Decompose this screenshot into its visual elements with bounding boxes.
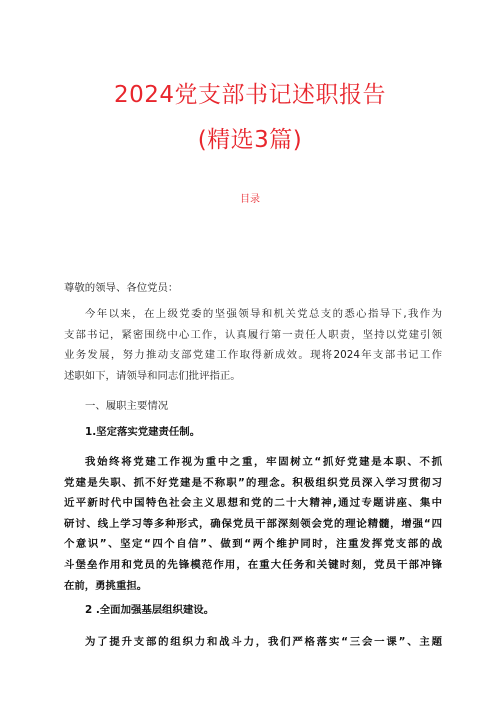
subheading-2 <box>64 600 442 621</box>
paragraph-line: 近平新时代中国特色社会主义思想和党的二十大精神,通过专题讲座、集中 <box>64 497 442 510</box>
subheading-1 <box>64 422 442 443</box>
paragraph-line: 党建是失职、抓不好党建是不称职”的理念。积极组织党员深入学习贯彻习 <box>64 476 442 489</box>
intro-line: 今年以来，在上级党委的坚强领导和机关党总支的悉心指导下,我作为 <box>85 308 442 320</box>
intro-line: 支部书记，紧密围绕中心工作，认真履行第一责任人职责，坚持以党建引领 <box>64 328 442 341</box>
paragraph-line: 研讨、线上学习等多种形式，确保党员干部深刻领会党的理论精髓，增强“四 <box>64 517 442 530</box>
greeting-line: 尊敬的领导、各位党员： <box>64 282 179 294</box>
section-heading <box>64 396 442 417</box>
paragraph-line: 为了提升支部的组织力和战斗力，我们严格落实“三会一课”、主题 <box>85 636 442 648</box>
paragraph-line: 个意识”、坚定“四个自信”、做到“两个维护同时，注重发挥党支部的战 <box>64 538 442 551</box>
greeting <box>64 278 442 299</box>
table-of-contents-link[interactable]: 目录 <box>240 194 260 205</box>
report-subtitle: (精选3篇) <box>197 127 303 153</box>
report-title: 2024党支部书记述职报告 <box>113 82 387 108</box>
subheading-1-text: 1.坚定落实党建责任制。 <box>85 426 201 438</box>
paragraph-line: 在前，勇挑重担。 <box>64 579 148 592</box>
intro-line: 业务发展，努力推动支部党建工作取得新成效。现将2024年支部书记工作 <box>64 349 442 362</box>
subheading-2-text: 2 .全面加强基层组织建设。 <box>85 604 215 616</box>
paragraph-line: 斗堡垒作用和党员的先锋模范作用，在重大任务和关键时刻，党员干部冲锋 <box>64 558 442 571</box>
section-heading-text: 一、履职主要情况 <box>85 400 169 412</box>
intro-paragraph <box>64 304 442 386</box>
paragraph-1 <box>64 452 442 596</box>
paragraph-2 <box>64 632 442 653</box>
paragraph-line: 我始终将党建工作视为重中之重，牢固树立“抓好党建是本职、不抓 <box>85 456 442 468</box>
intro-line: 述职如下，请领导和同志们批评指正。 <box>64 369 241 382</box>
